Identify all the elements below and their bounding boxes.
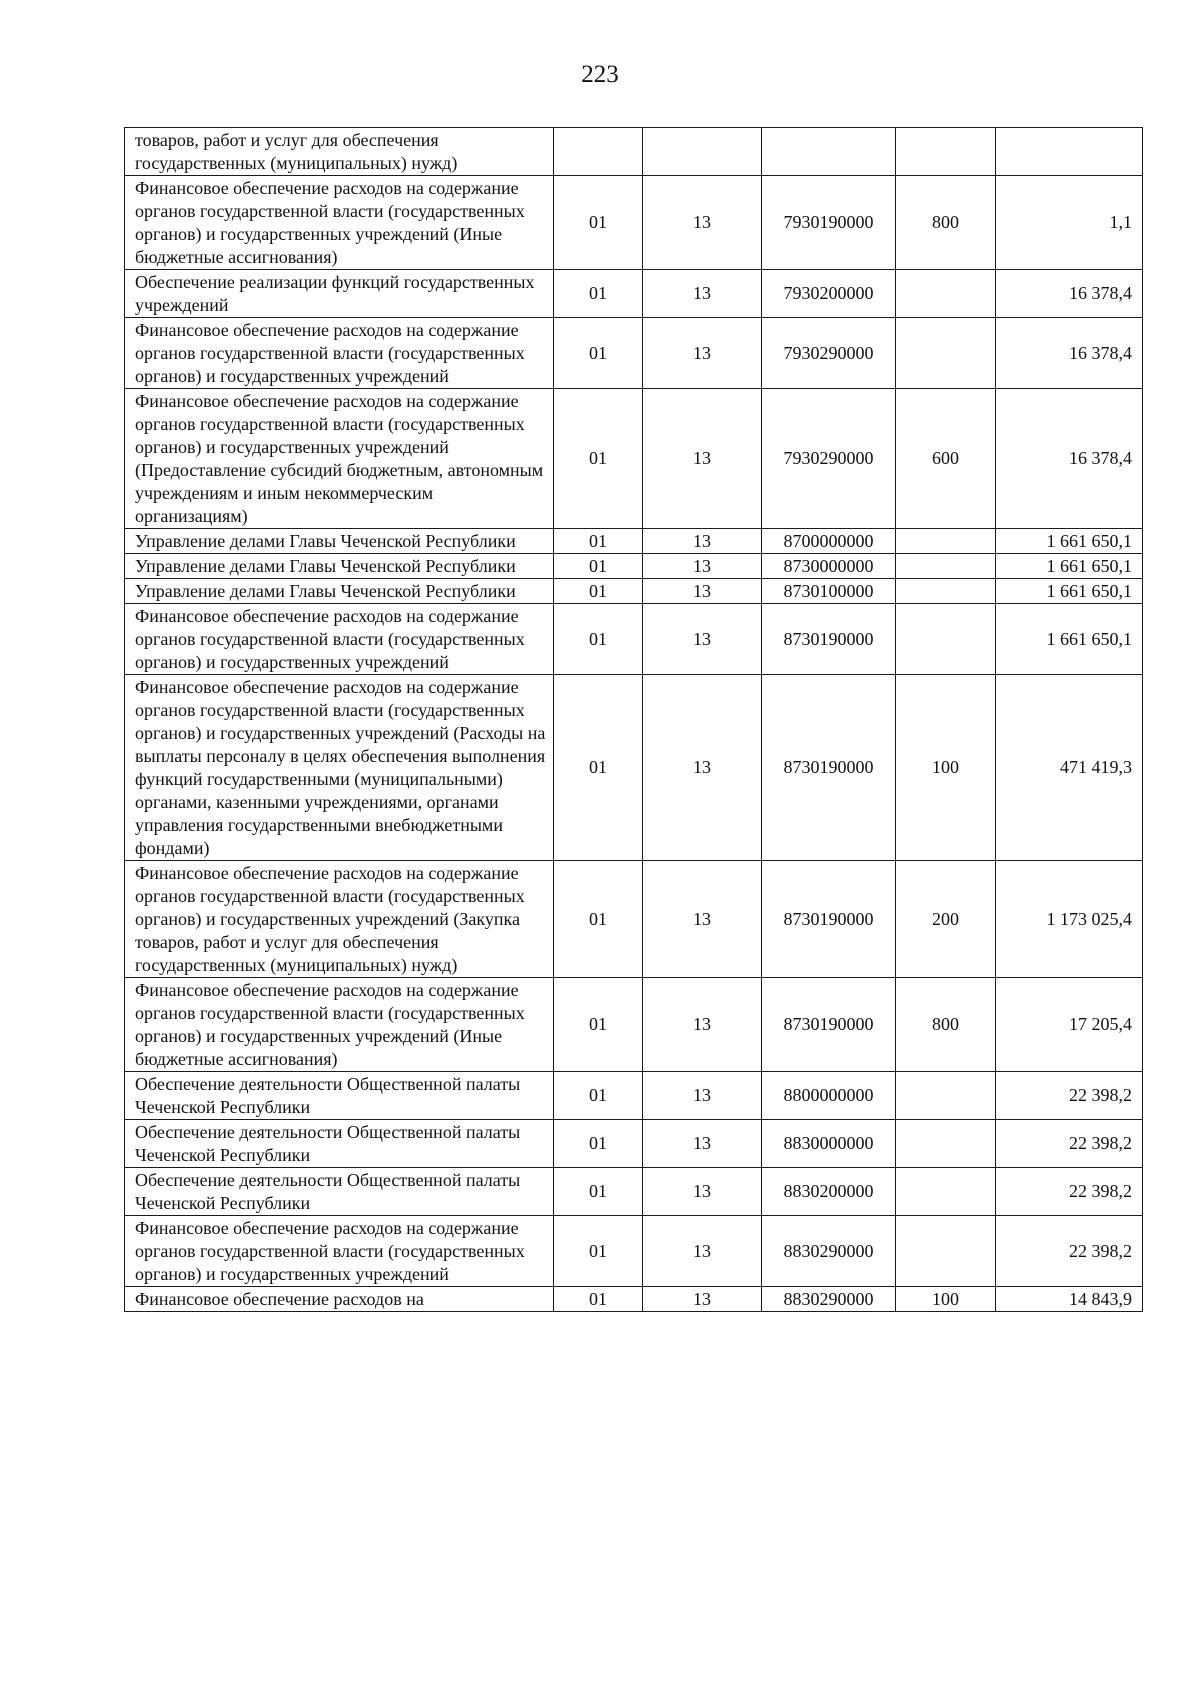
row-expense-type-cell <box>896 1072 996 1120</box>
row-section-cell: 01 <box>554 1287 643 1312</box>
row-target-article-cell: 8830290000 <box>762 1216 896 1287</box>
row-subsection-cell: 13 <box>643 389 762 529</box>
row-amount-cell: 14 843,9 <box>996 1287 1143 1312</box>
row-expense-type-cell <box>896 128 996 176</box>
row-subsection-cell <box>643 128 762 176</box>
row-target-article-cell: 8700000000 <box>762 529 896 554</box>
row-section-cell: 01 <box>554 270 643 318</box>
row-name-cell: Управление делами Главы Чеченской Республики <box>125 529 554 554</box>
row-subsection-cell: 13 <box>643 675 762 861</box>
row-amount-cell: 16 378,4 <box>996 389 1143 529</box>
table-row <box>125 529 1143 554</box>
row-target-article-cell: 7930200000 <box>762 270 896 318</box>
row-amount-cell: 1 661 650,1 <box>996 604 1143 675</box>
table-row <box>125 861 1143 978</box>
row-section-cell: 01 <box>554 579 643 604</box>
row-name-cell: Финансовое обеспечение расходов на содержание органов государственной власти (государственных органов) и государственных учреждений <box>125 318 554 389</box>
table-row <box>125 1072 1143 1120</box>
table-row <box>125 389 1143 529</box>
row-name-cell: Финансовое обеспечение расходов на <box>125 1287 554 1312</box>
row-subsection-cell: 13 <box>643 1287 762 1312</box>
row-target-article-cell: 8730100000 <box>762 579 896 604</box>
row-subsection-cell: 13 <box>643 1072 762 1120</box>
row-amount-cell: 16 378,4 <box>996 318 1143 389</box>
table-row <box>125 318 1143 389</box>
row-target-article-cell: 8830000000 <box>762 1120 896 1168</box>
row-target-article-cell: 8730000000 <box>762 554 896 579</box>
table-row <box>125 1120 1143 1168</box>
row-subsection-cell: 13 <box>643 529 762 554</box>
table-row <box>125 1168 1143 1216</box>
table-row <box>125 554 1143 579</box>
row-amount-cell: 17 205,4 <box>996 978 1143 1072</box>
row-subsection-cell: 13 <box>643 579 762 604</box>
row-name-cell: товаров, работ и услуг для обеспечения государственных (муниципальных) нужд) <box>125 128 554 176</box>
row-subsection-cell: 13 <box>643 318 762 389</box>
row-subsection-cell: 13 <box>643 1120 762 1168</box>
row-expense-type-cell <box>896 270 996 318</box>
row-target-article-cell: 8730190000 <box>762 604 896 675</box>
row-expense-type-cell <box>896 1168 996 1216</box>
row-section-cell: 01 <box>554 176 643 270</box>
budget-table-body <box>125 128 1143 1312</box>
row-name-cell: Финансовое обеспечение расходов на содержание органов государственной власти (государственных органов) и государственных учреждений (Расходы на выплаты персоналу в целях обеспечения выполнения функций государственными (муниципальными) органами, казенными учреждениями, органами управления государственными внебюджетными фондами) <box>125 675 554 861</box>
row-expense-type-cell <box>896 1216 996 1287</box>
row-section-cell: 01 <box>554 1072 643 1120</box>
row-target-article-cell: 7930290000 <box>762 389 896 529</box>
row-amount-cell: 22 398,2 <box>996 1168 1143 1216</box>
row-amount-cell: 1 661 650,1 <box>996 554 1143 579</box>
row-amount-cell: 22 398,2 <box>996 1216 1143 1287</box>
table-row <box>125 978 1143 1072</box>
row-amount-cell: 22 398,2 <box>996 1120 1143 1168</box>
row-target-article-cell: 8730190000 <box>762 861 896 978</box>
row-section-cell: 01 <box>554 1168 643 1216</box>
row-name-cell: Обеспечение деятельности Общественной палаты Чеченской Республики <box>125 1168 554 1216</box>
row-section-cell: 01 <box>554 554 643 579</box>
row-subsection-cell: 13 <box>643 861 762 978</box>
row-name-cell: Обеспечение реализации функций государственных учреждений <box>125 270 554 318</box>
row-subsection-cell: 13 <box>643 1216 762 1287</box>
row-amount-cell: 471 419,3 <box>996 675 1143 861</box>
table-row <box>125 579 1143 604</box>
row-expense-type-cell <box>896 604 996 675</box>
row-amount-cell: 1 173 025,4 <box>996 861 1143 978</box>
row-name-cell: Финансовое обеспечение расходов на содержание органов государственной власти (государственных органов) и государственных учреждений (Закупка товаров, работ и услуг для обеспечения государственных (муниципальных) нужд) <box>125 861 554 978</box>
row-amount-cell <box>996 128 1143 176</box>
row-name-cell: Управление делами Главы Чеченской Республики <box>125 554 554 579</box>
row-subsection-cell: 13 <box>643 270 762 318</box>
row-target-article-cell: 7930190000 <box>762 176 896 270</box>
table-row <box>125 270 1143 318</box>
row-section-cell: 01 <box>554 861 643 978</box>
row-expense-type-cell <box>896 579 996 604</box>
table-row <box>125 675 1143 861</box>
row-name-cell: Финансовое обеспечение расходов на содержание органов государственной власти (государственных органов) и государственных учреждений (Иные бюджетные ассигнования) <box>125 176 554 270</box>
row-expense-type-cell: 100 <box>896 675 996 861</box>
table-row <box>125 128 1143 176</box>
row-amount-cell: 1,1 <box>996 176 1143 270</box>
row-section-cell: 01 <box>554 318 643 389</box>
row-section-cell: 01 <box>554 675 643 861</box>
row-expense-type-cell <box>896 1120 996 1168</box>
row-subsection-cell: 13 <box>643 554 762 579</box>
row-expense-type-cell: 200 <box>896 861 996 978</box>
table-row <box>125 604 1143 675</box>
row-subsection-cell: 13 <box>643 1168 762 1216</box>
page-number: 223 <box>581 61 619 88</box>
row-target-article-cell: 7930290000 <box>762 318 896 389</box>
row-target-article-cell: 8830290000 <box>762 1287 896 1312</box>
row-section-cell: 01 <box>554 1120 643 1168</box>
row-target-article-cell: 8830200000 <box>762 1168 896 1216</box>
row-expense-type-cell <box>896 318 996 389</box>
row-amount-cell: 1 661 650,1 <box>996 579 1143 604</box>
row-name-cell: Обеспечение деятельности Общественной палаты Чеченской Республики <box>125 1072 554 1120</box>
row-amount-cell: 16 378,4 <box>996 270 1143 318</box>
row-target-article-cell: 8730190000 <box>762 675 896 861</box>
row-subsection-cell: 13 <box>643 176 762 270</box>
row-expense-type-cell: 600 <box>896 389 996 529</box>
row-name-cell: Финансовое обеспечение расходов на содержание органов государственной власти (государственных органов) и государственных учреждений <box>125 1216 554 1287</box>
row-name-cell: Финансовое обеспечение расходов на содержание органов государственной власти (государственных органов) и государственных учреждений (Иные бюджетные ассигнования) <box>125 978 554 1072</box>
row-amount-cell: 22 398,2 <box>996 1072 1143 1120</box>
row-subsection-cell: 13 <box>643 604 762 675</box>
row-section-cell: 01 <box>554 389 643 529</box>
row-target-article-cell: 8730190000 <box>762 978 896 1072</box>
row-section-cell: 01 <box>554 978 643 1072</box>
row-expense-type-cell: 100 <box>896 1287 996 1312</box>
row-name-cell: Финансовое обеспечение расходов на содержание органов государственной власти (государственных органов) и государственных учреждений <box>125 604 554 675</box>
row-name-cell: Финансовое обеспечение расходов на содержание органов государственной власти (государственных органов) и государственных учреждений (Предоставление субсидий бюджетным, автономным учреждениям и иным некоммерческим организациям) <box>125 389 554 529</box>
row-target-article-cell: 8800000000 <box>762 1072 896 1120</box>
row-expense-type-cell: 800 <box>896 176 996 270</box>
row-expense-type-cell: 800 <box>896 978 996 1072</box>
row-section-cell: 01 <box>554 604 643 675</box>
table-row <box>125 1287 1143 1312</box>
table-row <box>125 1216 1143 1287</box>
row-name-cell: Управление делами Главы Чеченской Республики <box>125 579 554 604</box>
row-section-cell: 01 <box>554 529 643 554</box>
row-target-article-cell <box>762 128 896 176</box>
row-expense-type-cell <box>896 554 996 579</box>
table-row <box>125 176 1143 270</box>
budget-table <box>124 127 1143 1312</box>
row-amount-cell: 1 661 650,1 <box>996 529 1143 554</box>
row-section-cell <box>554 128 643 176</box>
row-section-cell: 01 <box>554 1216 643 1287</box>
row-subsection-cell: 13 <box>643 978 762 1072</box>
row-name-cell: Обеспечение деятельности Общественной палаты Чеченской Республики <box>125 1120 554 1168</box>
row-expense-type-cell <box>896 529 996 554</box>
